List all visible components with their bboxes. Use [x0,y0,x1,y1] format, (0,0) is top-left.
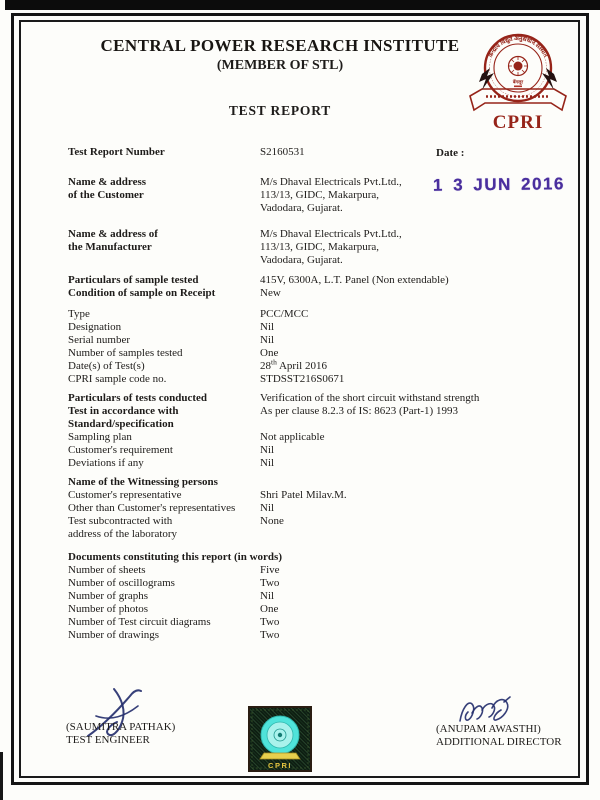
sample-details [68,308,554,386]
additional-director-signature-icon [457,695,515,725]
tests-section [68,392,554,470]
table-row: Deviations if any Nil [68,457,275,469]
table-row: Test in accordance with As per clause 8.2.3 of IS: 8623 (Part-1) 1993 [68,405,458,417]
customer-address: M/s Dhaval Electricals Pvt.Ltd., 113/13, GIDC, Makarpura, Vadodara, Gujarat. [260,176,402,214]
hologram-caption: CPRI [268,761,292,770]
table-row: Number of graphs Nil [68,590,275,602]
table-row: Number of drawings Two [68,629,280,641]
test-date-value: 28th April 2016 [260,357,327,372]
table-row: Particulars of tests conducted Verification of the short circuit withstand strength [68,392,480,404]
table-row: Test subcontracted with None [68,515,284,527]
manufacturer-address: M/s Dhaval Electricals Pvt.Ltd., 113/13, GIDC, Makarpura, Vadodara, Gujarat. [260,228,402,266]
manufacturer-row [68,228,554,267]
witness-section [68,476,554,541]
customer-label: Name & address of the Customer [68,176,147,201]
cpri-hologram-sticker-icon [248,706,312,772]
right-signer-name: (ANUPAM AWASTHI) [436,723,541,735]
table-row: Customer's representative Shri Patel Milav.M. [68,489,347,501]
table-row: CPRI sample code no. STDSST216S0671 [68,373,345,385]
table-row: Number of sheets Five [68,564,280,576]
report-title: TEST REPORT [228,103,332,118]
report-number-value: S2160531 [260,146,305,158]
customer-row [68,176,554,215]
table-row: Number of oscillograms Two [68,577,280,589]
table-row: Number of Test circuit diagrams Two [68,616,280,628]
manufacturer-label: Name & address of the Manufacturer [68,228,158,253]
witness-heading: Name of the Witnessing persons [68,476,218,488]
test-engineer-signblock [66,721,175,747]
table-row: Number of photos One [68,603,279,615]
report-body [68,146,554,642]
scan-edge-top [5,0,600,10]
table-row: address of the laboratory [68,528,178,540]
scan-edge-bottom-left [0,752,3,800]
documents-section [68,551,554,642]
seal-arc-text: केन्द्रीय विद्युत अनुसंधान संस्थान [487,36,549,59]
table-row: Other than Customer's representatives Nil [68,502,275,514]
table-row: Particulars of sample tested 415V, 6300A, L.T. Panel (Non extendable) [68,274,449,286]
table-row: Serial number Nil [68,334,275,346]
table-row: Number of samples tested One [68,347,279,359]
table-row: Standard/specification [68,418,174,430]
sample-section [68,274,554,300]
seal-caption: CPRI [492,112,544,133]
member-of-stl: (MEMBER OF STL) [216,58,344,73]
report-number-label: Test Report Number [68,146,165,158]
left-signer-title: TEST ENGINEER [66,734,150,746]
report-number-row [68,146,554,159]
additional-director-signblock [436,723,562,749]
seal-city-text: बेंगलूर [512,79,524,85]
date-label: Date : [436,147,465,159]
table-row: Sampling plan Not applicable [68,431,325,443]
table-row: Condition of sample on Receipt New [68,287,281,299]
right-signer-title: ADDITIONAL DIRECTOR [436,736,562,748]
date-stamp: 1 3 JUN 2016 [432,174,565,195]
table-row: Date(s) of Test(s) 28th April 2016 [68,360,554,373]
table-row: Designation Nil [68,321,275,333]
left-signer-name: (SAUMITRA PATHAK) [66,721,176,733]
table-row: Type PCC/MCC [68,308,309,320]
table-row: Customer's requirement Nil [68,444,275,456]
header [50,36,510,74]
documents-heading: Documents constituting this report (in words) [68,551,282,563]
institute-name: CENTRAL POWER RESEARCH INSTITUTE [100,36,460,55]
